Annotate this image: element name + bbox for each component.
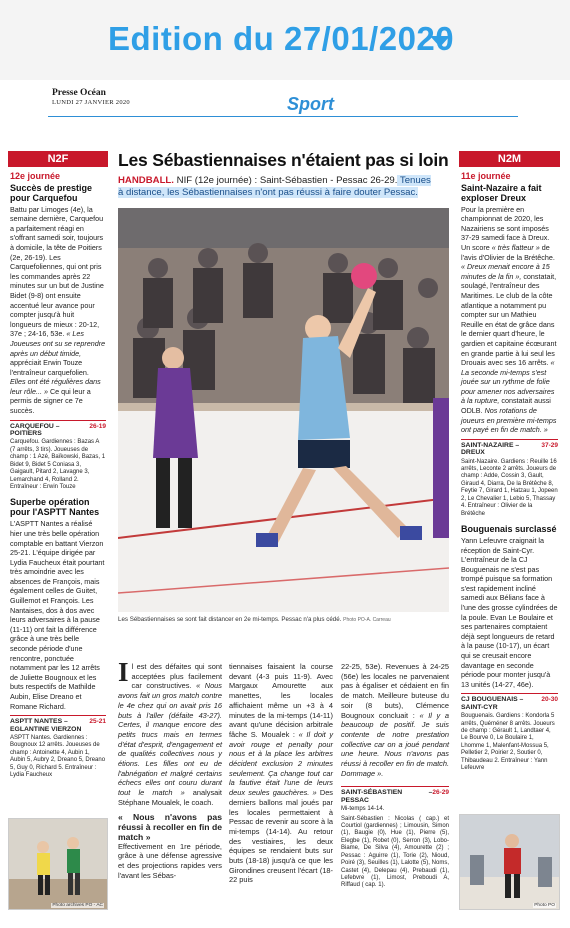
publication-name: Presse Océan bbox=[52, 88, 106, 98]
section-divider bbox=[48, 116, 518, 117]
photo-caption: Les Sébastiennaises se sont fait distancer en 2e mi-temps. Pessac n'a plus cédé. Photo PO-A. Carreau bbox=[118, 616, 391, 623]
edition-header bbox=[0, 0, 570, 80]
story-body: Pour la première en championnat de 2020, les Nazairiens se sont imposés 37-29 samedi face à Dreux. Un score « très flatteur » de l'avis d'Olivier de la Brétêche. « Dreux menait encore à 15 minutes de la fin », constatait, soulagé, l'entraîneur des Maritimes. Le club de la côte atlantique a notamment pu compter sur un Mathieu Reuille en état de grâce dans le dernier quart d'heure, le gardien et capitaine écœurant en grande partie à lui seul les Drouais avec ses 16 arrêts. « La seconde mi-temps s'est jouée sur un rythme de folie pour amener nos adversaires à la rupture, constatait aussi ODLB. Nos rotations de joueurs en première mi-temps ont payé en fin de match. » bbox=[461, 204, 557, 435]
match-result bbox=[341, 786, 449, 889]
story-body: L'ASPTT Nantes a réalisé hier une très belle opération comptable en battant Vierzon 25-21. L'équipe dirigée par Lydia Faucheux était pourtant très amoindrie avec les absences de François, mais également celles de Guitet, Guillemot et François. Les Nantaises, dos à dos avec leurs adversaires à la pause (11-11) ont fait la différence grâce à une très belle seconde période d'une rencontre, ponctuée notamment par les 12 arrêts de Juliette Bougnoux et les buts respectifs de Mathilde Aubin, Elise Dreano et Romane Richard. bbox=[10, 519, 105, 711]
publication-date: LUNDI 27 JANVIER 2020 bbox=[52, 99, 130, 106]
match-score: 25-21 bbox=[89, 718, 106, 726]
match-teams: ASPTT NANTES – EGLANTINE VIERZON bbox=[10, 718, 82, 733]
section-title: Sport bbox=[287, 94, 334, 114]
match-result bbox=[461, 439, 558, 518]
story-heading: Saint-Nazaire a fait exploser Dreux bbox=[461, 182, 542, 203]
match-lineup: ASPTT Nantes. Gardiennes : Bougnoux 12 arrêts. Joueuses de champ : Antoinette 4, Aubin 1, Aubin 5, Aubry 2, Dreano 5, Dreano 5, Guy 0, Richard 5. Entraîneur : Lydia Faucheux bbox=[10, 735, 106, 779]
article-title: Les Sébastiennaises n'étaient pas si loin bbox=[118, 150, 449, 170]
article-lead: HANDBALL. NIF (12e journée) : Saint-Sébastien - Pessac 26-29. Tenues à distance, les Sébastiennaises n'ont pas réussi à faire douter Pessac. bbox=[118, 175, 431, 198]
match-lineup: Carquefou. Gardiennes : Bazas A (7 arrêts, 3 tirs). Joueuses de champ : 1 Azé, Baïkowski, Bazas, 1 Bidet 9, Bidet 5 Coniasa 3, Gaigault, Pitard 2, Lavagne 3, Lemarchand 4, Rolland 2. Entraîneur : Erwin Touze bbox=[10, 439, 106, 490]
handball-players-image bbox=[9, 819, 108, 910]
match-result bbox=[10, 420, 106, 492]
article-category: HANDBALL. bbox=[118, 175, 174, 186]
halftime-score: Mi-temps 14-14. bbox=[341, 806, 385, 813]
story-body: Battu par Limoges (4e), la semaine dernière, Carquefou a parfaitement réagi en s'offrant samedi soir, toujours à domicile, la tête de Poitiers (2e, 26-19). Les Carquefoliennes, qui ont pris les commandes après 22 minutes sur un but de Justine Bidet (9-8) ont ensuite accentué leur avance pour compter jusqu'à huit longueurs de mieux : 20-12, 37e ; 24-16, 53e. « Les Joueuses ont su se reprendre après un début timide, appréciait Erwin Touze l'entraîneur carquefolien. Elles ont été régulières dans leur rôle... » Ce qui leur a permis de signer ce 7e succès. bbox=[10, 204, 106, 416]
article-column-3: 22-25, 53e). Revenues à 24-25 (56e) les locales ne parvenaient pas à égaliser et cédaient en fin de match. Meilleure buteuse du soir (8 buts), Clémence Bougnoux concluait : « Il y a beaucoup de positif. Je suis contente de notre prestation collective car on a joué pendant une heure. Nous n'avons pas réussi à recoller en fin de match. Dommage ». 26-29 SAINT-SÉBASTIEN – PESSAC Mi-temps 14-14. Saint-Sébastien : Nicolas ( cap.) et Courtiol (gardiennes) ; Limousin, Simon (1), Baugie (0), Hue (1), Pierre (5), Elegbe (1), Robet (0), Serron (3), Lobo-Biame, De Silva (4), Amourette (2) ; Pessac : Aguirre (1), Torie (2), Nioud, Poiré (3), Seuilles (1), Lalotte (5), Noms, Castet (4), Delepau (4), Prebaudi (1), Lefebvre (1), Limost, Preboudi A, Riffaud ( cap. 1). bbox=[341, 662, 449, 889]
match-teams: SAINT-NAZAIRE – DREUX bbox=[461, 441, 520, 457]
left-photo bbox=[8, 818, 108, 910]
handball-player-image bbox=[460, 815, 560, 910]
photo-credit: Photo PO bbox=[534, 903, 555, 908]
photo-credit: Photo PO-A. Carreau bbox=[343, 617, 391, 623]
round-label: 12e journée bbox=[10, 171, 61, 181]
match-teams: CARQUEFOU – POITIERS bbox=[10, 422, 60, 438]
match-lineup: Bouguenais. Gardiens : Kondorla 5 arrêts, Quéméner 8 arrêts. Joueurs de champ : Gérault 1, Landtaer 4, Le Bourve 0, Le Boulaire 1, Lhomme 1, Malenfant-Mossua 5, Pelletier 2, Poirier 2, Soutier 0, Thibaudeau 2. Entraîneur : Yann Lefeuvre bbox=[461, 713, 555, 772]
right-photo bbox=[459, 814, 560, 910]
article-column-2: tiennaises faisaient la course devant (4-3 puis 11-9). Avec Margaux Amourette aux manettes, les locales affichaient même un +3 à 4 minutes de la mi-temps (14-11) avant qu'une décision arbitrale fâche S. Moualek : « Il doit y avoir rouge et penalty pour nous et à la place les arbitres décident exclusion 2 minutes seulement. Ça change tout car la fautive était l'une de leurs deux seules gauchères. » Des derniers ballons mal joués par les locales permettaient à Pessac de revenir au score à la mi-temps (14-14). Au retour des vestiaires, les deux équipes se rendaient buts sur buts (18-18) jusqu'à ce que les Girondines creusent l'écart (18-22 puis bbox=[229, 662, 334, 885]
caret-down-icon[interactable] bbox=[430, 36, 450, 47]
edition-title[interactable]: Edition du 27/01/2020 bbox=[108, 20, 455, 57]
drop-cap: I bbox=[118, 657, 129, 687]
article-column-1: Il est des défaites qui sont acceptées plus facilement car constructives. « Nous avons fait un gros match contre le 4e chez qui on avait pris 16 buts à l'aller (défaite 43-27). Certes, il manque encore des petits trucs mais en termes d'état d'esprit, d'engagement et de qualités collectives nous y étions. Les filles ont eu de l'abnégation et malgré certains échecs elles ont couru durant tout le match » analysait Stéphane Moualek, le coach. « Nous n'avons pas réussi à recoller en fin de match » Effectivement en 1re période, grâce à une défense agressive et des projections rapides vers l'avant les Sébas- bbox=[118, 657, 222, 880]
round-label: 11e journée bbox=[461, 171, 511, 181]
match-score: 37-29 bbox=[541, 441, 558, 449]
left-column-header: N2F bbox=[8, 151, 108, 167]
story-heading: Bouguenais surclassé bbox=[461, 523, 557, 534]
story-heading: Succès de prestige pour Carquefou bbox=[10, 182, 93, 203]
match-score: 26-19 bbox=[89, 422, 106, 430]
match-teams: SAINT-SÉBASTIEN – PESSAC bbox=[341, 789, 433, 804]
match-result bbox=[461, 693, 558, 772]
match-score: 20-30 bbox=[541, 696, 558, 704]
selected-text[interactable]: Tenues à distance, les Sébastiennaises n'ont pas réussi à faire douter Pessac. bbox=[118, 175, 431, 198]
article-photo bbox=[118, 208, 449, 612]
left-column bbox=[10, 172, 106, 779]
match-score: 26-29 bbox=[432, 789, 449, 797]
match-teams: CJ BOUGUENAIS – SAINT-CYR bbox=[461, 696, 524, 711]
right-column bbox=[461, 172, 558, 772]
masthead bbox=[52, 89, 130, 107]
match-lineup: Saint-Nazaire. Gardiens : Reuille 16 arrêts, Leconte 2 arrêts. Joueurs de champ : Adde, Cossin 3, Gault, Giraud 4, Diarra, De la Brétêche 8, Feytie 7, Girard 1, Hatzau 1, Jopeen 2, Le Chevalier 1, Lebio 5, Thassay 4. Entraîneur : Olivier de la Brétêche bbox=[461, 458, 558, 517]
match-lineup: Saint-Sébastien : Nicolas ( cap.) et Courtiol (gardiennes) ; Limousin, Simon (1), Baugie (0), Hue (1), Pierre (5), Elegbe (1), Robet (0), Serron (3), Lobo-Biame, De Silva (4), Amourette (2) ; Pessac : Aguirre (1), Torie (2), Nioud, Poiré (3), Seuilles (1), Lalotte (5), Noms, Castet (4), Delepau (4), Prebaudi (1), Lefebvre (1), Limost, Preboudi A, Riffaud ( cap. 1). bbox=[341, 815, 449, 889]
story-heading: Superbe opération pour l'ASPTT Nantes bbox=[10, 497, 100, 518]
right-column-header: N2M bbox=[459, 151, 560, 167]
handball-action-image bbox=[118, 208, 449, 612]
photo-credit: Photo archives PO - AC bbox=[52, 903, 103, 908]
story-body: Yann Lefeuvre craignait la réception de Saint-Cyr. L'entraîneur de la CJ Bouguenais ne s'est pas trompé puisque sa formation s'est rapidement incliné samedi aux Bélians face à l'une des grosse cylindrées de la poule. Evan Le Boulaire et ses partenaires comptaient déjà sept longueurs de retard à la pause (10-17), un écart qui se creusait encore davantage en seconde période pour monter jusqu'à 13 unités (14-27, 46e). bbox=[461, 535, 558, 689]
match-result bbox=[10, 715, 106, 779]
article-subheading: « Nous n'avons pas réussi à recoller en fin de match » bbox=[118, 811, 222, 842]
